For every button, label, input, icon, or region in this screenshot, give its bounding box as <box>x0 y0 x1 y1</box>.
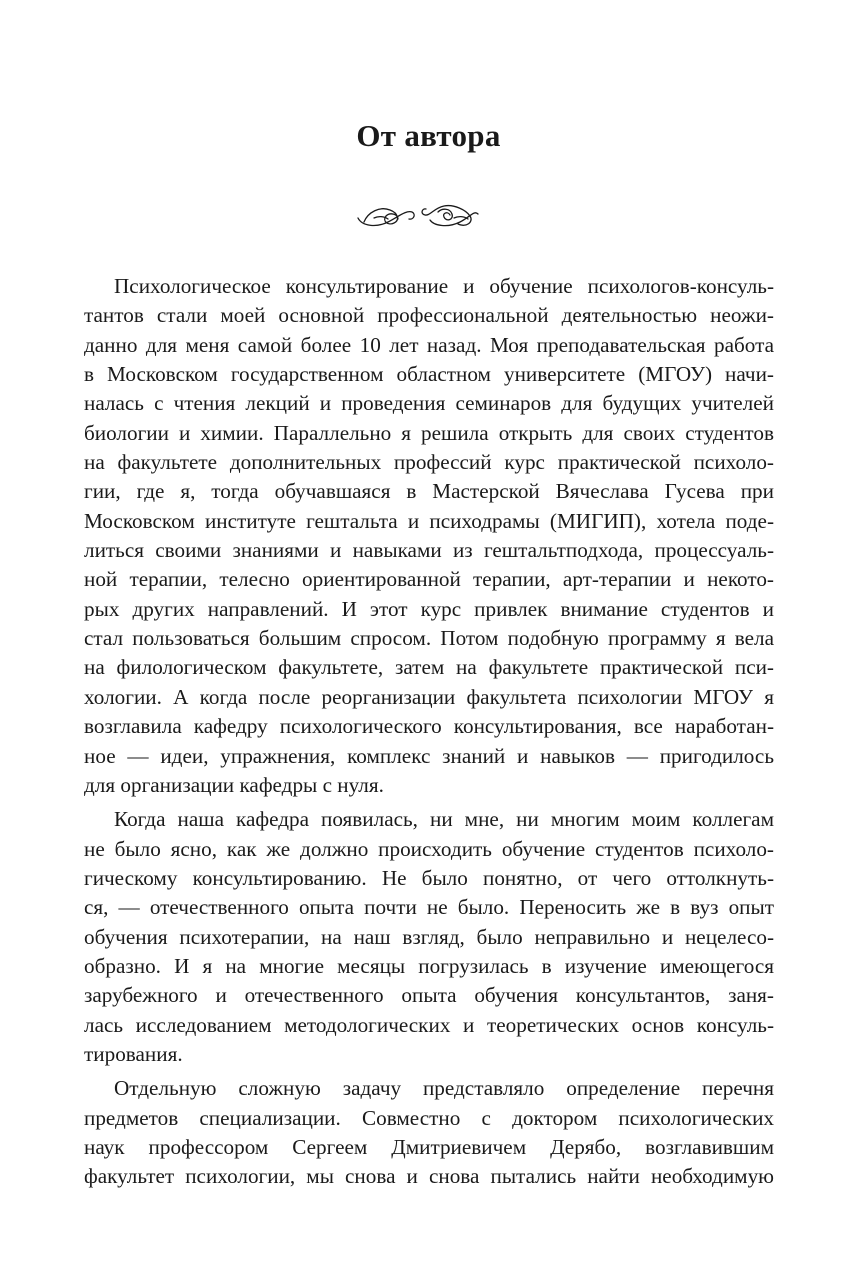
text-line: зарубежного и отечественного опыта обучения консультантов, заня- <box>84 983 774 1008</box>
text-line: ное — идеи, упражнения, комплекс знаний и навыков — пригодилось <box>84 743 774 768</box>
text-line: наук профессором Сергеем Дмитриевичем Дерябо, возглавившим <box>84 1134 774 1159</box>
text-line: гическому консультированию. Не было понятно, от чего оттолкнуть- <box>84 865 774 890</box>
text-line: Отдельную сложную задачу представляло определение перечня <box>114 1076 774 1101</box>
text-line: рых других направлений. И этот курс привлек внимание студентов и <box>84 596 774 621</box>
text-line: литься своими знаниями и навыками из гештальтподхода, процессуаль- <box>84 538 774 563</box>
text-line: данно для меня самой более 10 лет назад. Моя преподавательская работа <box>84 332 774 357</box>
text-line: налась с чтения лекций и проведения семинаров для будущих учителей <box>84 391 774 416</box>
paragraph-1 <box>84 272 774 800</box>
text-line: для организации кафедры с нуля. <box>84 772 384 797</box>
text-line: хологии. А когда после реорганизации факультета психологии МГОУ я <box>84 684 774 709</box>
body-text <box>84 272 774 1192</box>
text-line: стал пользоваться большим спросом. Потом подобную программу я вела <box>84 626 774 651</box>
text-line: ной терапии, телесно ориентированной терапии, арт-терапии и некото- <box>84 567 774 592</box>
text-line: в Московском государственном областном университете (МГОУ) начи- <box>84 362 774 387</box>
paragraph-3 <box>84 1074 774 1191</box>
text-line: Психологическое консультирование и обучение психологов-консуль- <box>114 274 774 298</box>
text-line: биологии и химии. Параллельно я решила открыть для своих студентов <box>84 420 774 445</box>
text-line: ся, — отечественного опыта почти не было. Переносить же в вуз опыт <box>84 895 774 920</box>
text-line: факультет психологии, мы снова и снова пытались найти необходимую <box>84 1164 774 1189</box>
text-line: на факультете дополнительных профессий курс практической психоло- <box>84 450 774 475</box>
chapter-title: От автора <box>356 118 501 153</box>
flourish-ornament-icon <box>354 196 484 232</box>
text-line: гии, где я, тогда обучавшаяся в Мастерской Вячеслава Гусева при <box>84 479 774 504</box>
text-line: на филологическом факультете, затем на факультете практической пси- <box>84 655 774 680</box>
text-line: обучения психотерапии, на наш взгляд, было неправильно и нецелесо- <box>84 924 774 949</box>
text-line: образно. И я на многие месяцы погрузилась в изучение имеющегося <box>84 953 774 978</box>
text-line: лась исследованием методологических и теоретических основ консуль- <box>84 1012 774 1037</box>
text-line: не было ясно, как же должно происходить обучение студентов психоло- <box>84 836 774 861</box>
paragraph-2 <box>84 805 774 1069</box>
text-line: предметов специализации. Совместно с доктором психологических <box>84 1105 774 1130</box>
text-line: Московском институте гештальта и психодрамы (МИГИП), хотела поде- <box>84 508 774 533</box>
text-line: Когда наша кафедра появилась, ни мне, ни многим моим коллегам <box>114 807 774 832</box>
text-line: тирования. <box>84 1041 183 1066</box>
text-line: возглавила кафедру психологического консультирования, все наработан- <box>84 714 774 739</box>
text-line: тантов стали моей основной профессиональной деятельностью неожи- <box>84 303 774 328</box>
